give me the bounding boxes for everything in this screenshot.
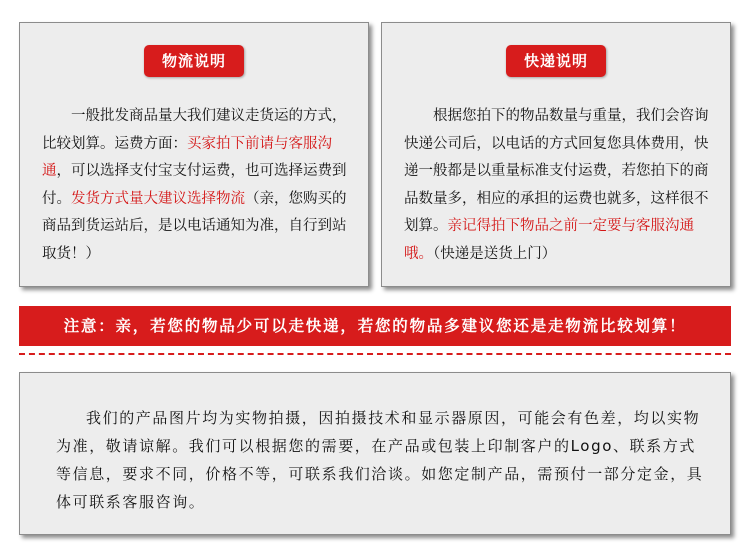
- logistics-text-highlight-1: 买家拍下前请与客服沟通: [42, 135, 332, 179]
- product-description: 我们的产品图片均为实物拍摄，因拍摄技术和显示器原因，可能会有色差，均以实物为准，敬请谅解。我们可以根据您的需要，在产品或包装上印制客户的Logo、联系方式等信息，要求不同，价格不等，可联系我们洽谈。如您定制产品，需预付一部分定金，具体可联系客服咨询。: [56, 409, 704, 511]
- product-info-card: [19, 372, 731, 535]
- express-title-badge: 快递说明: [506, 45, 606, 77]
- notice-banner: [19, 306, 731, 346]
- logistics-text-part-1: 一般批发商品量大我们建议走货运的方式，比较划算。运费方面：: [42, 108, 347, 152]
- express-text-highlight: 亲记得拍下物品之前一定要与客服沟通哦。: [404, 218, 694, 262]
- logistics-title-badge: 物流说明: [144, 45, 244, 77]
- notice-text: 注意：亲，若您的物品少可以走快递，若您的物品多建议您还是走物流比较划算！: [63, 317, 687, 335]
- logistics-text-part-3: （亲，您购买的商品到货运站后，是以电话通知为准，自行到站取货！）: [42, 190, 347, 262]
- logistics-description: [42, 103, 354, 268]
- express-description: [404, 103, 716, 268]
- logistics-info-card: [19, 22, 369, 287]
- express-info-card: [381, 22, 731, 287]
- dashed-divider: [19, 353, 731, 355]
- logistics-text-highlight-2: 发货方式量大建议选择物流: [71, 190, 245, 207]
- express-text-part-1: 根据您拍下的物品数量与重量，我们会咨询快递公司后，以电话的方式回复您具体费用，快递一般都是以重量标准支付运费，若您拍下的商品数量多，相应的承担的运费也就多，这样很不划算。: [404, 108, 709, 234]
- express-text-part-2: （快递是送货上门）: [433, 245, 557, 262]
- logistics-text-part-2: ，可以选择支付宝支付运费，也可选择运费到付。: [42, 163, 347, 207]
